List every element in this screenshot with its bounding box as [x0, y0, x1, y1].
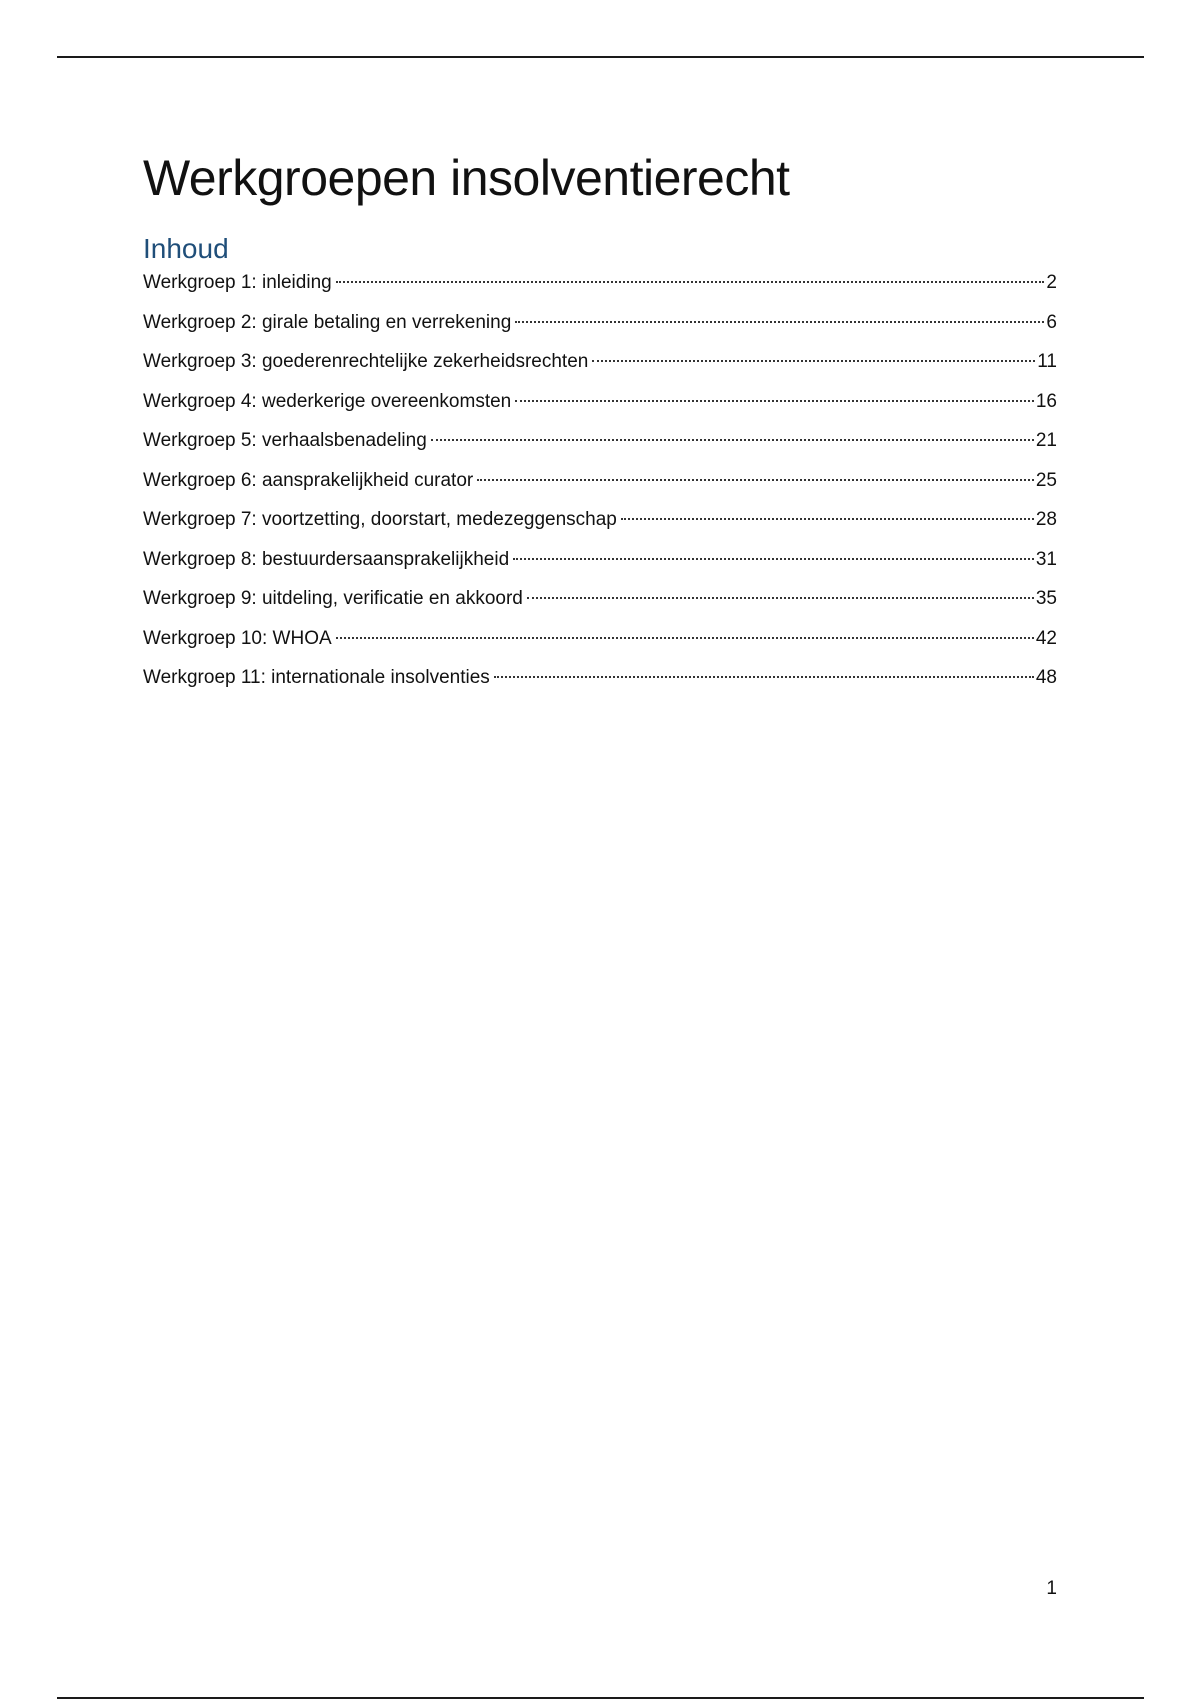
- dot-leader: [515, 400, 1034, 402]
- toc-entry-werkgroep-4[interactable]: [143, 389, 1057, 429]
- toc-entry-label: Werkgroep 1: inleiding: [143, 272, 332, 293]
- toc-entry-page: 11: [1037, 351, 1057, 372]
- toc-entry-label: Werkgroep 8: bestuurdersaansprakelijkheid: [143, 548, 510, 570]
- toc-entry-page: 31: [1035, 548, 1057, 570]
- toc-entry-page: 16: [1035, 390, 1057, 412]
- toc-entry-label: Werkgroep 5: verhaalsbenadeling: [143, 430, 427, 451]
- table-of-contents: [143, 270, 1057, 705]
- toc-entry-page: 28: [1035, 509, 1057, 530]
- toc-entry-werkgroep-7[interactable]: [143, 507, 1057, 547]
- toc-entry-page: 48: [1035, 667, 1057, 688]
- toc-entry-page: 42: [1035, 627, 1057, 649]
- dot-leader: [494, 676, 1034, 678]
- toc-entry-page: 25: [1035, 469, 1057, 491]
- header-rule: [57, 56, 1144, 58]
- footer-rule: [57, 1697, 1144, 1699]
- toc-entry-label: Werkgroep 2: girale betaling en verrekening: [143, 311, 512, 333]
- toc-heading: Inhoud: [143, 233, 229, 264]
- page-number: 1: [1046, 1578, 1057, 1599]
- dot-leader: [336, 637, 1034, 639]
- toc-entry-werkgroep-9[interactable]: [143, 586, 1057, 626]
- toc-entry-label: Werkgroep 11: internationale insolventies: [143, 667, 490, 688]
- toc-entry-page: 6: [1046, 311, 1057, 333]
- dot-leader: [515, 321, 1044, 323]
- document-body: [143, 146, 1057, 705]
- toc-entry-werkgroep-5[interactable]: [143, 428, 1057, 468]
- dot-leader: [527, 597, 1034, 599]
- toc-entry-werkgroep-2[interactable]: [143, 310, 1057, 350]
- toc-entry-label: Werkgroep 3: goederenrechtelijke zekerheidsrechten: [143, 351, 589, 372]
- toc-entry-werkgroep-11[interactable]: [143, 665, 1057, 705]
- toc-entry-label: Werkgroep 9: uitdeling, verificatie en akkoord: [143, 588, 523, 609]
- toc-entry-label: Werkgroep 7: voortzetting, doorstart, medezeggenschap: [143, 509, 617, 530]
- toc-entry-page: 21: [1035, 430, 1057, 451]
- toc-entry-werkgroep-3[interactable]: [143, 349, 1057, 389]
- dot-leader: [621, 518, 1034, 520]
- toc-entry-werkgroep-1[interactable]: [143, 270, 1057, 310]
- dot-leader: [592, 360, 1035, 362]
- toc-entry-werkgroep-10[interactable]: [143, 626, 1057, 666]
- dot-leader: [336, 281, 1045, 283]
- toc-entry-werkgroep-8[interactable]: [143, 547, 1057, 587]
- dot-leader: [477, 479, 1034, 481]
- toc-entry-label: Werkgroep 6: aansprakelijkheid curator: [143, 469, 474, 491]
- toc-entry-label: Werkgroep 10: WHOA: [143, 627, 332, 649]
- toc-entry-werkgroep-6[interactable]: [143, 468, 1057, 508]
- dot-leader: [431, 439, 1034, 441]
- document-title: Werkgroepen insolventierecht: [143, 150, 790, 206]
- toc-entry-page: 2: [1046, 272, 1057, 293]
- toc-entry-label: Werkgroep 4: wederkerige overeenkomsten: [143, 390, 512, 412]
- dot-leader: [513, 558, 1034, 560]
- toc-entry-page: 35: [1035, 588, 1057, 609]
